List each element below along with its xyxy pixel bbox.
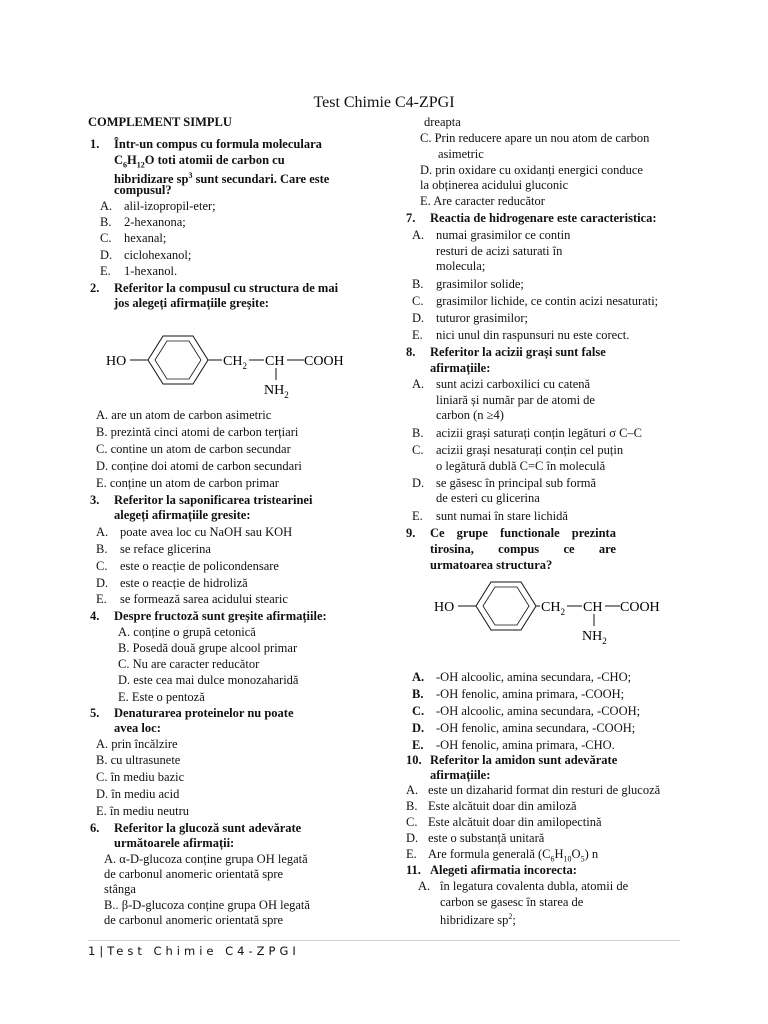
svg-text:COOH: COOH xyxy=(304,354,344,369)
q6-option-e: E. Are caracter reducător xyxy=(420,194,545,208)
q6-option-d-line1: D. prin oxidare cu oxidanți energici conduce xyxy=(420,163,643,177)
q7-option-text: grasimilor lichide, ce contin acizi nesaturati; xyxy=(436,294,659,308)
q9-option-text: -OH alcoolic, amina secundara, -CHO; xyxy=(436,670,632,684)
q1-option-text: 1-hexanol. xyxy=(124,264,178,278)
q1-option-text: ciclohexanol; xyxy=(124,248,192,262)
q7-option-key: C. xyxy=(412,294,424,308)
q7-option-key: D. xyxy=(412,311,425,325)
svg-text:CH2: $CH_2$ xyxy=(223,354,247,371)
q6-option-a-line2: de carbonul anomeric orientată spre xyxy=(104,867,284,881)
q9-option-text: -OH alcoolic, amina secundara, -COOH; xyxy=(436,704,641,718)
q3-option-key: B. xyxy=(96,542,108,556)
q11-option-a-line1: în legatura covalenta dubla, atomii de xyxy=(440,879,629,893)
q4-number: 4. xyxy=(90,609,100,623)
q1-text-line3: hibridizare $sp^3$ sunt secundari. Care este xyxy=(114,171,330,187)
q7-option-a-line1: numai grasimilor ce contin xyxy=(436,228,571,242)
q8-option-d-key: D. xyxy=(412,476,425,490)
q2-number: 2. xyxy=(90,281,100,295)
q1-number: 1. xyxy=(90,137,100,151)
q10-option-key: A. xyxy=(406,783,419,797)
q7-option-text: nici unul din raspunsuri nu este corect. xyxy=(436,328,630,342)
q11-option-a-line3: hibridizare $sp^2$; xyxy=(440,912,516,928)
q6-option-c-line1: C. Prin reducere apare un nou atom de carbon xyxy=(420,131,650,145)
q8-option-b-line1: acizii grași saturați conțin legături σ C–C xyxy=(436,426,642,440)
q7-option-a-line3: molecula; xyxy=(436,259,486,273)
q9-option-text: -OH fenolic, amina primara, -CHO. xyxy=(436,738,615,752)
q1-text-line2: $C_6H_{12}O$ toti atomii de carbon cu xyxy=(114,153,285,170)
page-footer: 1|Test Chimie C4-ZPGI xyxy=(88,944,300,958)
q2-option: A. are un atom de carbon asimetric xyxy=(96,408,272,422)
q6-option-b-line3: dreapta xyxy=(424,115,461,129)
svg-text:HO: HO xyxy=(434,600,455,615)
q8-option-a-line1: sunt acizi carboxilici cu catenă xyxy=(436,377,591,391)
q3-option-key: C. xyxy=(96,559,108,573)
q3-text-line2: alegeți afirmațiile gresite: xyxy=(114,508,251,522)
structure-ho: HO xyxy=(106,354,127,369)
q8-text-line1: Referitor la acizii grași sunt false xyxy=(430,345,606,359)
q11-number: 11. xyxy=(406,863,421,877)
q10-option-e-text: Are formula generală $(C_6H_{10}O_5)$ n xyxy=(428,847,599,864)
q2-text-line2: jos alegeți afirmațiile greșite: xyxy=(114,296,269,310)
q6-text-line2: următoarele afirmații: xyxy=(114,836,235,850)
q6-option-b-line1: B.. β-D-glucoza conține grupa OH legată xyxy=(104,898,310,912)
q10-option-text: este un dizaharid format din resturi de glucoză xyxy=(428,783,661,797)
q2-option: E. conține un atom de carbon primar xyxy=(96,476,279,490)
q8-option-c-line2: o legătură dublă C=C în moleculă xyxy=(436,459,606,473)
q11-option-a-line2: carbon se gasesc în starea de xyxy=(440,895,584,909)
q1-option-text: alil-izopropil-eter; xyxy=(124,199,216,213)
svg-text:NH2: $NH_2$ xyxy=(264,383,289,400)
q3-option-key: A. xyxy=(96,525,109,539)
q1-option-key: A. xyxy=(100,199,113,213)
q8-option-d-line2: de esteri cu glicerina xyxy=(436,491,540,505)
q1-option-key: D. xyxy=(100,248,113,262)
section-heading: COMPLEMENT SIMPLU xyxy=(88,115,232,129)
q3-option-key: E. xyxy=(96,592,107,606)
q5-option: D. în mediu acid xyxy=(96,787,180,801)
q8-option-d-line1: se găsesc în principal sub formă xyxy=(436,476,597,490)
q9-text-line3: urmatoarea structura? xyxy=(430,558,553,572)
q5-number: 5. xyxy=(90,706,100,720)
q1-text-line4: compusul? xyxy=(114,183,172,197)
q4-text-line1: Despre fructoză sunt greșite afirmațiile: xyxy=(114,609,327,623)
q10-option-e-key: E. xyxy=(406,847,417,861)
q3-option-text: se formează sarea acidului stearic xyxy=(120,592,288,606)
q9-option-text: -OH fenolic, amina secundara, -COOH; xyxy=(436,721,636,735)
q4-option: C. Nu are caracter reducător xyxy=(118,657,260,671)
q5-option: C. în mediu bazic xyxy=(96,770,185,784)
q11-option-a-key: A. xyxy=(418,879,431,893)
q8-option-a-line3: carbon (n ≥4) xyxy=(436,408,504,422)
q3-option-text: se reface glicerina xyxy=(120,542,211,556)
q3-option-text: este o reacție de hidroliză xyxy=(120,576,248,590)
q9-option-key: A. xyxy=(412,670,425,684)
q10-option-text: Este alcătuit doar din amilopectină xyxy=(428,815,602,829)
q5-text-line1: Denaturarea proteinelor nu poate xyxy=(114,706,294,720)
q9-text-line1: Ce grupe functionale prezinta xyxy=(430,526,616,540)
q7-option-a-key: A. xyxy=(412,228,425,242)
q5-option: B. cu ultrasunete xyxy=(96,753,181,767)
q7-option-a-line2: resturi de acizi saturati în xyxy=(436,244,563,258)
svg-text:CH: CH xyxy=(265,354,285,369)
q9-text-line2: tirosina, compus ce are xyxy=(430,542,616,556)
q10-option-key: D. xyxy=(406,831,419,845)
q1-text-line1: Într-un compus cu formula moleculara xyxy=(114,137,322,151)
q6-option-d-line2: la obținerea acidului gluconic xyxy=(420,178,569,192)
q7-option-key: E. xyxy=(412,328,423,342)
q6-option-a-line1: A. α-D-glucoza conține grupa OH legată xyxy=(104,852,308,866)
q10-text-line2: afirmațiile: xyxy=(430,768,491,782)
tyrosine-structure-right xyxy=(428,576,688,648)
q9-number: 9. xyxy=(406,526,416,540)
q5-option: A. prin încălzire xyxy=(96,737,178,751)
q9-option-text: -OH fenolic, amina primara, -COOH; xyxy=(436,687,625,701)
q10-option-key: B. xyxy=(406,799,418,813)
q6-option-b-line2: de carbonul anomeric orientată spre xyxy=(104,913,284,927)
q8-option-a-key: A. xyxy=(412,377,425,391)
q2-option: C. contine un atom de carbon secundar xyxy=(96,442,291,456)
q1-option-key: C. xyxy=(100,231,112,245)
q3-number: 3. xyxy=(90,493,100,507)
q8-option-a-line2: liniară și număr par de atomi de xyxy=(436,393,595,407)
q9-option-key: E. xyxy=(412,738,424,752)
q4-option: E. Este o pentoză xyxy=(118,690,205,704)
page-title: Test Chimie C4-ZPGI xyxy=(313,94,455,111)
q7-option-text: tuturor grasimilor; xyxy=(436,311,528,325)
q8-option-e-line1: sunt numai în stare lichidă xyxy=(436,509,568,523)
q6-number: 6. xyxy=(90,821,100,835)
q8-number: 8. xyxy=(406,345,416,359)
q3-option-text: poate avea loc cu NaOH sau KOH xyxy=(120,525,293,539)
q7-text-line1: Reactia de hidrogenare este caracteristica: xyxy=(430,211,657,225)
q10-text-line1: Referitor la amidon sunt adevărate xyxy=(430,753,618,767)
q9-option-key: D. xyxy=(412,721,425,735)
q6-option-c-line2: asimetric xyxy=(438,147,484,161)
q10-option-text: este o substanță unitară xyxy=(428,831,545,845)
q5-option: E. în mediu neutru xyxy=(96,804,190,818)
q5-text-line2: avea loc: xyxy=(114,721,161,735)
q3-text-line1: Referitor la saponificarea tristearinei xyxy=(114,493,313,507)
q8-option-e-key: E. xyxy=(412,509,423,523)
q10-option-text: Este alcătuit doar din amiloză xyxy=(428,799,577,813)
q1-option-key: B. xyxy=(100,215,112,229)
q8-option-b-key: B. xyxy=(412,426,424,440)
q1-option-key: E. xyxy=(100,264,111,278)
q7-number: 7. xyxy=(406,211,416,225)
q4-option: D. este cea mai dulce monozaharidă xyxy=(118,673,299,687)
q7-option-key: B. xyxy=(412,277,424,291)
q3-option-key: D. xyxy=(96,576,109,590)
q9-option-key: B. xyxy=(412,687,424,701)
q2-option: B. prezintă cinci atomi de carbon terțiari xyxy=(96,425,299,439)
q9-option-key: C. xyxy=(412,704,425,718)
footer-divider xyxy=(88,940,680,941)
svg-text:NH2: $NH_2$ xyxy=(582,629,607,646)
q7-option-text: grasimilor solide; xyxy=(436,277,524,291)
q10-number: 10. xyxy=(406,753,422,767)
tyrosine-structure-left xyxy=(100,328,360,400)
svg-text:COOH: COOH xyxy=(620,600,660,615)
q1-option-text: 2-hexanona; xyxy=(124,215,186,229)
q1-option-text: hexanal; xyxy=(124,231,167,245)
q8-option-c-line1: acizii grași nesaturați conțin cel puțin xyxy=(436,443,624,457)
q8-text-line2: afirmațiile: xyxy=(430,361,491,375)
q2-text-line1: Referitor la compusul cu structura de mai xyxy=(114,281,339,295)
q10-option-key: C. xyxy=(406,815,418,829)
svg-text:CH2: $CH_2$ xyxy=(541,600,565,617)
q6-option-a-line3: stânga xyxy=(104,882,136,896)
q3-option-text: este o reacție de policondensare xyxy=(120,559,279,573)
q6-text-line1: Referitor la glucoză sunt adevărate xyxy=(114,821,302,835)
svg-text:CH: CH xyxy=(583,600,603,615)
q11-text-line1: Alegeti afirmatia incorecta: xyxy=(430,863,577,877)
q4-option: B. Posedă două grupe alcool primar xyxy=(118,641,298,655)
q2-option: D. conține doi atomi de carbon secundari xyxy=(96,459,302,473)
q4-option: A. conține o grupă cetonică xyxy=(118,625,256,639)
q8-option-c-key: C. xyxy=(412,443,424,457)
